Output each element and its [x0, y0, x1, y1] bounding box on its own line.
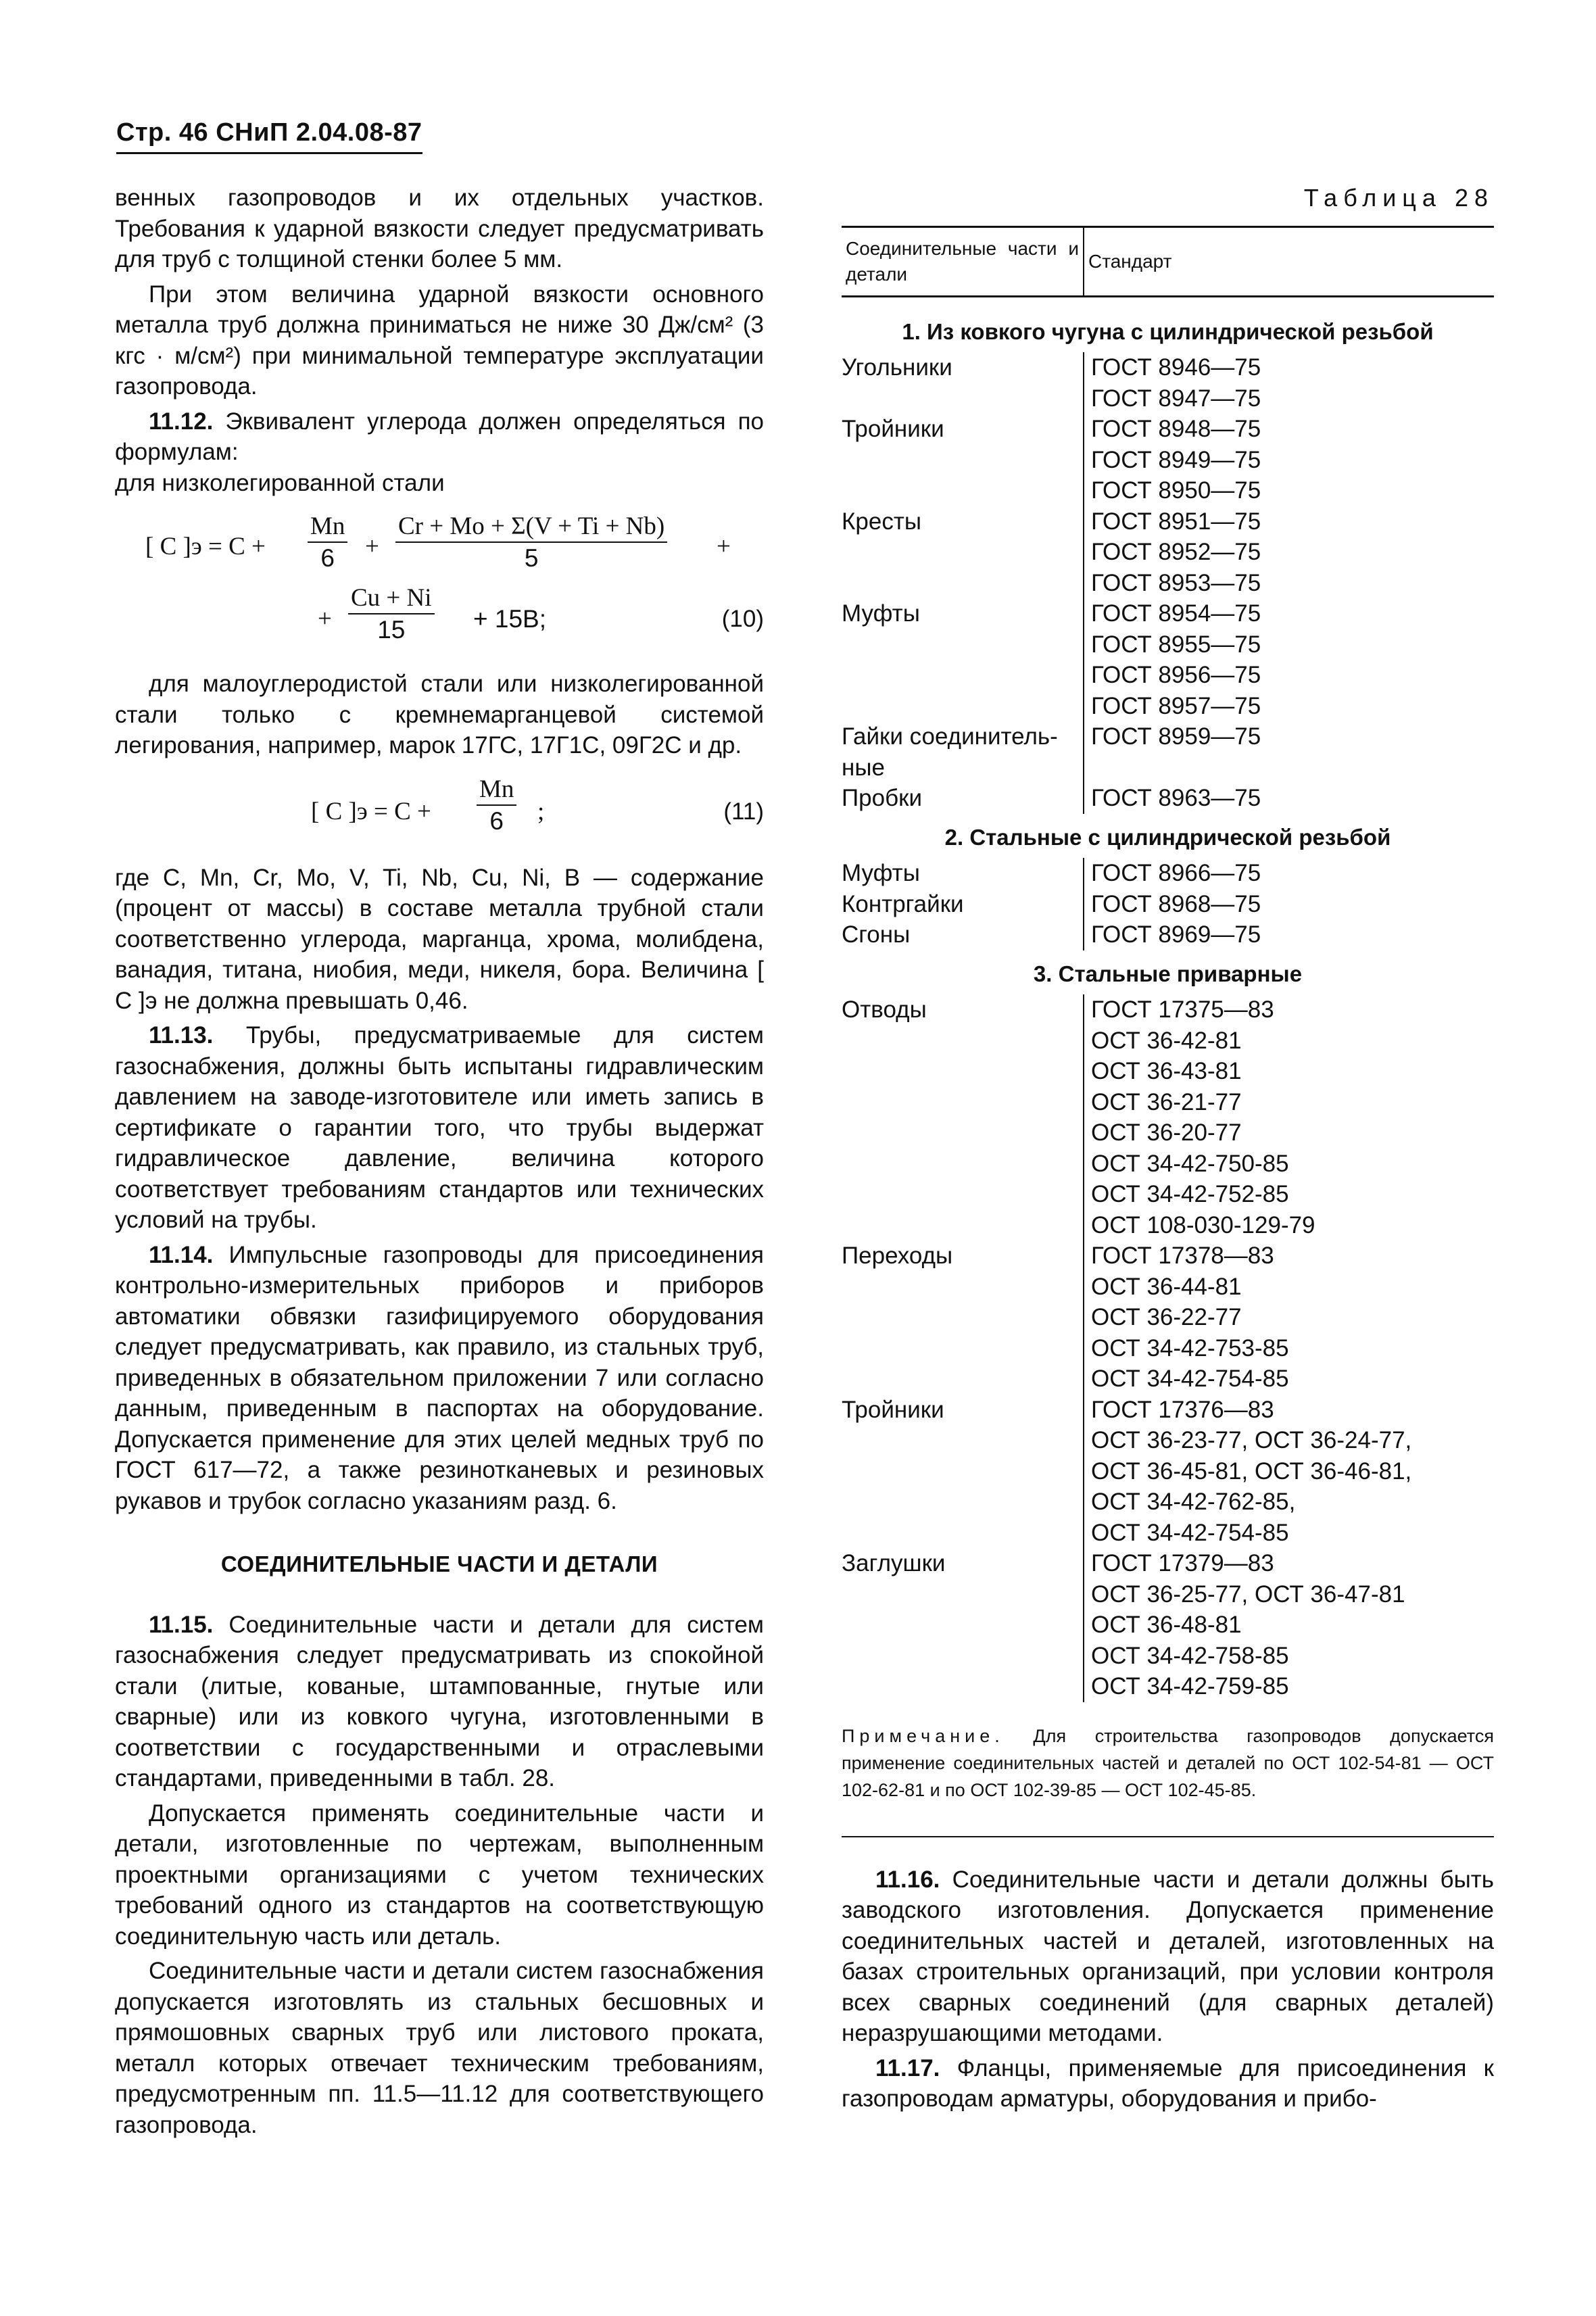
standard-cell: ОСТ 34-42-762-85, [1091, 1489, 1296, 1515]
part-name-cell [842, 1302, 1084, 1333]
right-column [842, 183, 1494, 2115]
table-row [842, 1395, 1494, 1426]
standard-cell: ОСТ 36-25-77, ОСТ 36-47-81 [1091, 1581, 1405, 1608]
table-row [842, 1087, 1494, 1118]
fraction-mn [477, 776, 516, 836]
table-section-title: 3. Стальные приварные [1033, 961, 1303, 986]
paragraph-11-17 [842, 2053, 1494, 2115]
table-row [842, 475, 1494, 506]
table-row [842, 1671, 1494, 1702]
table-row [842, 568, 1494, 599]
formula-lhs: [ C ]э = C + [145, 533, 266, 560]
table-row [842, 1026, 1494, 1057]
part-name-cell [842, 568, 1084, 599]
clause-number: 11.17. [875, 2054, 940, 2081]
table-row [842, 691, 1494, 722]
table-row [842, 1487, 1494, 1518]
standard-cell: ОСТ 36-23-77, ОСТ 36-24-77, [1091, 1427, 1412, 1453]
part-name-cell [842, 1425, 1084, 1456]
table-row [842, 1641, 1494, 1672]
part-name-cell: Пробки [842, 783, 1084, 814]
table-row [842, 537, 1494, 568]
part-name-cell [842, 1026, 1084, 1057]
part-name-cell [842, 1117, 1084, 1149]
paragraph-11-12 [115, 406, 764, 468]
part-name-cell [842, 1456, 1084, 1487]
left-column [115, 183, 764, 2140]
denominator: 5 [524, 544, 539, 572]
paragraph-text: Фланцы, применяемые для присоединения к газопроводам арматуры, оборудования и прибо- [842, 2054, 1494, 2112]
standard-cell: ОСТ 108-030-129-79 [1091, 1211, 1315, 1238]
table-row [842, 629, 1494, 660]
part-name-cell [842, 383, 1084, 414]
standard-cell: ОСТ 36-22-77 [1091, 1304, 1242, 1330]
plus-sign: + [318, 605, 332, 633]
paragraph-11-14 [115, 1240, 764, 1517]
formula-11 [115, 771, 764, 850]
standard-cell: ГОСТ 8968—75 [1091, 890, 1261, 917]
denominator: 6 [320, 544, 335, 572]
standard-cell: ГОСТ 17379—83 [1091, 1550, 1274, 1576]
note-label: Примечание. [842, 1725, 1005, 1746]
table-row [842, 721, 1494, 752]
paragraph-11-16 [842, 1864, 1494, 2049]
paragraph-text: Соединительные части и детали для систем газоснабжения следует предусматривать из спокойной стали (литые, кованые, штампованные, гнутые или сварные) или из ковкого чугуна, изготовленными в соответствии с государственными и отраслевыми стандартами, приведенными в табл. 28. [115, 1611, 764, 1791]
standard-cell: ГОСТ 8947—75 [1091, 385, 1261, 412]
standard-cell: ГОСТ 17378—83 [1091, 1243, 1274, 1269]
part-name-cell [842, 1179, 1084, 1210]
numerator: Mn [477, 776, 516, 806]
table-row [842, 1364, 1494, 1395]
part-name-cell [842, 1487, 1084, 1518]
part-name-cell [842, 475, 1084, 506]
table-row [842, 1548, 1494, 1579]
paragraph: для низколегированной стали [115, 469, 445, 496]
part-name-cell [842, 1056, 1084, 1087]
part-name-cell [842, 1364, 1084, 1395]
standard-cell: ОСТ 34-42-759-85 [1091, 1673, 1289, 1699]
part-name-cell: Гайки соединитель- [842, 721, 1084, 752]
standard-cell: ОСТ 36-48-81 [1091, 1612, 1242, 1638]
clause-number: 11.12. [149, 408, 214, 435]
standard-cell: ОСТ 36-20-77 [1091, 1119, 1242, 1146]
plus-sign: + [365, 533, 379, 560]
formula-10-line2 [115, 583, 764, 659]
table-row [842, 889, 1494, 920]
standard-cell: ОСТ 36-43-81 [1091, 1058, 1242, 1084]
standard-cell: ОСТ 36-44-81 [1091, 1273, 1242, 1300]
divider [842, 1836, 1494, 1837]
formula-tail: + 15B; [473, 605, 547, 633]
table-row [842, 1610, 1494, 1641]
table-row [842, 1210, 1494, 1241]
part-name-cell: Переходы [842, 1240, 1084, 1272]
paragraph-text: Соединительные части и детали должны быть заводского изготовления. Допускается применение соединительных частей и деталей, изготовленных на базах строительных организаций, при условии контроля всех сварных соединений (для сварных деталей) неразрушающими методами. [842, 1866, 1494, 2046]
part-name-cell [842, 1272, 1084, 1303]
formula-lhs: [ C ]э = C + [311, 797, 431, 825]
table-row [842, 660, 1494, 691]
column-header-parts: Соединительные части и детали [842, 226, 1084, 296]
equation-number: (11) [723, 798, 764, 825]
standard-cell: ГОСТ 8952—75 [1091, 539, 1261, 565]
clause-number: 11.15. [149, 1611, 214, 1638]
table-title: Таблица 28 [1303, 184, 1494, 212]
denominator: 15 [377, 616, 406, 644]
numerator: Cr + Mo + Σ(V + Ti + Nb) [395, 513, 667, 543]
part-name-cell: Отводы [842, 994, 1084, 1026]
part-name-cell [842, 1087, 1084, 1118]
standard-cell: ГОСТ 8953—75 [1091, 569, 1261, 596]
part-name-cell: Кресты [842, 506, 1084, 537]
numerator: Cu + Ni [348, 585, 435, 614]
part-name-cell [842, 660, 1084, 691]
standard-cell: ОСТ 34-42-754-85 [1091, 1519, 1289, 1546]
part-name-cell [842, 1518, 1084, 1549]
standard-cell: ГОСТ 8957—75 [1091, 692, 1261, 719]
part-name-cell: Муфты [842, 598, 1084, 629]
paragraph-11-13 [115, 1020, 764, 1236]
standard-cell: ГОСТ 8951—75 [1091, 508, 1261, 535]
standard-cell: ГОСТ 8969—75 [1091, 921, 1261, 948]
table-row [842, 1117, 1494, 1149]
paragraph-text: Трубы, предусматриваемые для систем газоснабжения, должны быть испытаны гидравлическим давлением на заводе-изготовителе или иметь запись в сертификате о гарантии того, что трубы выдержат гидравлическое давление, величина которого соответствует требованиям стандартов или технических условий на трубы. [115, 1022, 764, 1233]
standard-cell: ГОСТ 17375—83 [1091, 996, 1274, 1023]
table-row [842, 1333, 1494, 1364]
part-name-cell [842, 1641, 1084, 1672]
paragraph: венных газопроводов и их отдельных участков. Требования к ударной вязкости следует предусматривать для труб с толщиной стенки более 5 мм. [115, 185, 764, 272]
standard-cell: ГОСТ 8948—75 [1091, 416, 1261, 442]
clause-number: 11.13. [149, 1022, 214, 1048]
table-section-title: 1. Из ковкого чугуна с цилиндрической резьбой [902, 318, 1434, 344]
table-body [842, 296, 1494, 1702]
standard-cell: ОСТ 36-42-81 [1091, 1027, 1242, 1054]
standard-cell: ГОСТ 8956—75 [1091, 662, 1261, 688]
standard-cell: ГОСТ 8946—75 [1091, 354, 1261, 381]
standard-cell: ОСТ 36-45-81, ОСТ 36-46-81, [1091, 1457, 1412, 1485]
formula-tail: ; [537, 797, 545, 825]
part-name-cell [842, 691, 1084, 722]
table-row [842, 1272, 1494, 1303]
paragraph: Соединительные части и детали систем газоснабжения допускается изготовлять из стальных бесшовных и прямошовных сварных труб или листового проката, металл которых отвечает техническим требованиям, предусмотренным пп. 11.5—11.12 для соответствующего газопровода. [115, 1958, 764, 2138]
table-row [842, 994, 1494, 1026]
part-name-cell [842, 1579, 1084, 1610]
table-row [842, 1056, 1494, 1087]
clause-number: 11.16. [875, 1866, 940, 1893]
clause-number: 11.14. [149, 1241, 214, 1268]
table-row [842, 414, 1494, 445]
table-row [842, 1240, 1494, 1272]
standards-table [842, 226, 1494, 1702]
standard-cell: ГОСТ 8954—75 [1091, 600, 1261, 627]
part-name-cell [842, 629, 1084, 660]
table-row [842, 506, 1494, 537]
table-note [842, 1722, 1494, 1804]
table-section-row [842, 950, 1494, 995]
part-name-cell [842, 537, 1084, 568]
standard-cell: ГОСТ 8963—75 [1091, 785, 1261, 811]
part-name-cell: Тройники [842, 1395, 1084, 1426]
header-rule [116, 152, 422, 154]
standard-cell: ГОСТ 17376—83 [1091, 1396, 1274, 1423]
table-row [842, 1425, 1494, 1456]
standard-cell [1084, 752, 1494, 783]
part-name-cell: Муфты [842, 858, 1084, 889]
part-name-cell: Заглушки [842, 1548, 1084, 1579]
standard-cell: ОСТ 34-42-754-85 [1091, 1366, 1289, 1392]
table-row [842, 445, 1494, 476]
column-header-standard: Стандарт [1084, 226, 1494, 296]
table-row [842, 919, 1494, 950]
table-section-title: 2. Стальные с цилиндрической резьбой [944, 824, 1391, 850]
part-name-cell: Угольники [842, 352, 1084, 383]
table-header-row [842, 226, 1494, 296]
fraction-mn [308, 513, 347, 573]
table-section-row [842, 814, 1494, 859]
table-row [842, 1518, 1494, 1549]
part-name-cell [842, 445, 1084, 476]
page-header [116, 118, 422, 147]
denominator: 6 [489, 806, 504, 835]
paragraph-11-15 [115, 1610, 764, 1794]
table-row [842, 383, 1494, 414]
standard-cell: ГОСТ 8966—75 [1091, 860, 1261, 886]
part-name-cell: Контргайки [842, 889, 1084, 920]
note-text: Для строительства газопроводов допускается применение соединительных частей и деталей по ОСТ 102-54-81 — ОСТ 102-62-81 и по ОСТ 102-39-85 — ОСТ 102-45-85. [842, 1725, 1494, 1800]
standard-cell: ГОСТ 8955—75 [1091, 631, 1261, 658]
part-name-cell [842, 1671, 1084, 1702]
page-title: Стр. 46 СНиП 2.04.08-87 [116, 118, 422, 147]
part-name-cell [842, 1149, 1084, 1180]
plus-sign: + [717, 533, 731, 560]
equation-number: (10) [721, 606, 764, 632]
part-name-cell: Сгоны [842, 919, 1084, 950]
part-name-cell: ные [842, 752, 1084, 783]
paragraph-text: Импульсные газопроводы для присоединения контрольно-измерительных приборов и приборов автоматики обвязки газифицируемого оборудования следует предусматривать, как правило, из стальных труб, приведенных в обязательном приложении 7 или согласно данным, приведенным в паспортах на оборудование. Допускается применение для этих целей медных труб по ГОСТ 617—72, а также резинотканевых и резиновых рукавов и трубок согласно указаниям разд. 6. [115, 1241, 764, 1514]
table-row [842, 1579, 1494, 1610]
standard-cell: ГОСТ 8950—75 [1091, 477, 1261, 504]
table-row [842, 783, 1494, 814]
formula-10 [115, 508, 764, 583]
paragraph: Допускается применять соединительные части и детали, изготовленные по чертежам, выполненным проектными организациями с учетом технических требований одного из стандартов на соответствующую соединительную часть или деталь. [115, 1800, 764, 1950]
standard-cell: ОСТ 34-42-752-85 [1091, 1181, 1289, 1207]
paragraph-text: Эквивалент углерода должен определяться по формулам: [115, 408, 764, 465]
table-row [842, 352, 1494, 383]
fraction-cu [348, 585, 435, 644]
standard-cell: ОСТ 36-21-77 [1091, 1088, 1242, 1115]
standard-cell: ГОСТ 8959—75 [1091, 723, 1261, 750]
part-name-cell: Тройники [842, 414, 1084, 445]
part-name-cell [842, 1333, 1084, 1364]
table-row [842, 1149, 1494, 1180]
standard-cell: ОСТ 34-42-758-85 [1091, 1642, 1289, 1669]
table-row [842, 1456, 1494, 1487]
table-row [842, 752, 1494, 783]
paragraph: При этом величина ударной вязкости основного металла труб должна приниматься не ниже 30 Дж/см² (3 кгс · м/см²) при минимальной температуре эксплуатации газопровода. [115, 281, 764, 400]
section-heading: СОЕДИНИТЕЛЬНЫЕ ЧАСТИ И ДЕТАЛИ [220, 1551, 658, 1576]
table-row [842, 1302, 1494, 1333]
table-row [842, 1179, 1494, 1210]
paragraph: для малоуглеродистой стали или низколегированной стали только с кремнемарганцевой системой легирования, например, марок 17ГС, 17Г1С, 09Г2С и др. [115, 671, 764, 758]
fraction-cr [395, 513, 667, 573]
table-row [842, 598, 1494, 629]
standard-cell: ОСТ 34-42-753-85 [1091, 1334, 1289, 1361]
table-section-row [842, 296, 1494, 352]
paragraph: где C, Mn, Cr, Mo, V, Ti, Nb, Cu, Ni, B — содержание (процент от массы) в составе металла трубной стали соответственно углерода, марганца, хрома, молибдена, ванадия, титана, ниобия, меди, никеля, бора. Величина [ C ]э не должна превышать 0,46. [115, 864, 764, 1014]
part-name-cell [842, 1610, 1084, 1641]
numerator: Mn [308, 513, 347, 543]
part-name-cell [842, 1210, 1084, 1241]
standard-cell: ОСТ 34-42-750-85 [1091, 1150, 1289, 1177]
standard-cell: ГОСТ 8949—75 [1091, 446, 1261, 473]
table-row [842, 858, 1494, 889]
